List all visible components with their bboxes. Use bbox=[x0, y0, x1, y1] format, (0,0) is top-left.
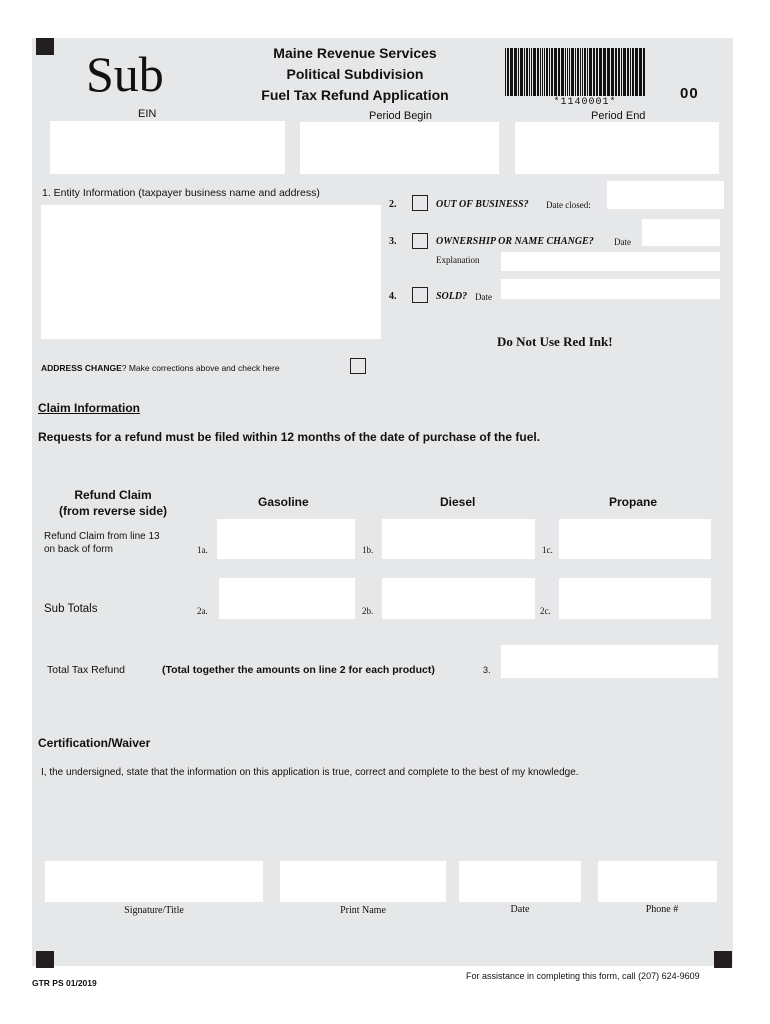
total-tax-refund-note: (Total together the amounts on line 2 for each product) bbox=[162, 664, 435, 676]
propane-header: Propane bbox=[609, 495, 658, 509]
certification-statement: I, the undersigned, state that the information on this application is true, correct and complete to the best of my knowledge. bbox=[41, 767, 579, 778]
code-2a: 2a. bbox=[197, 606, 208, 616]
gasoline-header: Gasoline bbox=[258, 495, 309, 509]
ownership-change-label: OWNERSHIP OR NAME CHANGE? bbox=[436, 236, 594, 247]
refund-claim-header-line1: Refund Claim bbox=[74, 488, 152, 502]
title-line-2: Political Subdivision bbox=[286, 66, 424, 82]
diesel-header: Diesel bbox=[440, 495, 476, 509]
date-closed-field[interactable] bbox=[607, 181, 724, 209]
registration-mark-bottom-left bbox=[36, 951, 54, 968]
out-of-business-label: OUT OF BUSINESS? bbox=[436, 199, 529, 210]
code-1c: 1c. bbox=[542, 545, 553, 555]
ein-field[interactable] bbox=[50, 121, 285, 174]
gasoline-refund-claim-field[interactable] bbox=[217, 519, 355, 559]
code-1a: 1a. bbox=[197, 545, 208, 555]
explanation-field[interactable] bbox=[501, 252, 720, 271]
barcode-text: *1140001* bbox=[553, 97, 617, 108]
diesel-subtotal-field[interactable] bbox=[382, 578, 535, 619]
date-label: Date bbox=[510, 904, 530, 915]
entity-info-field[interactable] bbox=[41, 205, 381, 339]
period-begin-field[interactable] bbox=[300, 122, 499, 174]
code-1b: 1b. bbox=[362, 545, 374, 555]
propane-refund-claim-field[interactable] bbox=[559, 519, 711, 559]
sub-totals-label: Sub Totals bbox=[44, 603, 98, 615]
period-end-field[interactable] bbox=[515, 122, 719, 174]
form-code: 00 bbox=[680, 85, 699, 102]
sold-checkbox[interactable] bbox=[412, 287, 428, 303]
gasoline-subtotal-field[interactable] bbox=[219, 578, 355, 619]
refund-deadline-notice: Requests for a refund must be filed within 12 months of the date of purchase of the fuel. bbox=[38, 430, 541, 444]
phone-field[interactable] bbox=[598, 861, 717, 902]
form-title bbox=[240, 43, 470, 106]
ein-label: EIN bbox=[138, 108, 157, 120]
ownership-change-checkbox[interactable] bbox=[412, 233, 428, 249]
refund-claim-header bbox=[44, 487, 182, 519]
period-begin-label: Period Begin bbox=[369, 110, 432, 122]
code-2c: 2c. bbox=[540, 606, 551, 616]
sold-date-field[interactable] bbox=[501, 279, 720, 299]
assistance-text: For assistance in completing this form, call (207) 624-9609 bbox=[466, 971, 700, 981]
date-field[interactable] bbox=[459, 861, 581, 902]
entity-info-label: 1. Entity Information (taxpayer business name and address) bbox=[42, 187, 320, 199]
code-3: 3. bbox=[483, 665, 491, 675]
out-of-business-checkbox[interactable] bbox=[412, 195, 428, 211]
sold-date-label: Date bbox=[475, 292, 492, 302]
refund-claim-header-line2: (from reverse side) bbox=[58, 504, 168, 518]
signature-field[interactable] bbox=[45, 861, 263, 902]
row1-label-line2: on back of form bbox=[44, 544, 113, 555]
registration-mark-bottom-right bbox=[714, 951, 732, 968]
address-change-bold: ADDRESS CHANGE bbox=[41, 363, 122, 373]
ownership-date-field[interactable] bbox=[642, 219, 720, 246]
print-name-label: Print Name bbox=[340, 905, 386, 916]
form-id: GTR PS 01/2019 bbox=[32, 978, 97, 988]
explanation-label: Explanation bbox=[436, 255, 480, 265]
address-change-text bbox=[41, 363, 280, 373]
address-change-note: ? Make corrections above and check here bbox=[121, 363, 280, 373]
barcode bbox=[505, 48, 648, 96]
ownership-date-label: Date bbox=[614, 237, 631, 247]
certification-title: Certification/Waiver bbox=[38, 736, 151, 750]
date-closed-label: Date closed: bbox=[546, 200, 591, 210]
total-tax-refund-field[interactable] bbox=[501, 645, 718, 678]
row1-label bbox=[44, 530, 160, 556]
print-name-field[interactable] bbox=[280, 861, 446, 902]
address-change-checkbox[interactable] bbox=[350, 358, 366, 374]
total-tax-refund-label: Total Tax Refund bbox=[47, 664, 126, 676]
row1-label-line1: Refund Claim from line 13 bbox=[44, 531, 160, 542]
ownership-number: 3. bbox=[389, 236, 397, 247]
phone-label: Phone # bbox=[645, 904, 679, 915]
registration-mark-top-left bbox=[36, 38, 54, 55]
sold-number: 4. bbox=[389, 291, 397, 302]
title-line-1: Maine Revenue Services bbox=[273, 45, 437, 61]
claim-info-title: Claim Information bbox=[38, 401, 141, 415]
sold-label: SOLD? bbox=[436, 291, 468, 302]
sub-label: Sub bbox=[86, 46, 164, 102]
code-2b: 2b. bbox=[362, 606, 374, 616]
diesel-refund-claim-field[interactable] bbox=[382, 519, 535, 559]
title-line-3: Fuel Tax Refund Application bbox=[261, 87, 449, 103]
propane-subtotal-field[interactable] bbox=[559, 578, 711, 619]
out-of-business-number: 2. bbox=[389, 199, 397, 210]
red-ink-notice: Do Not Use Red Ink! bbox=[497, 334, 613, 349]
signature-label: Signature/Title bbox=[124, 905, 184, 916]
period-end-label: Period End bbox=[591, 110, 646, 122]
